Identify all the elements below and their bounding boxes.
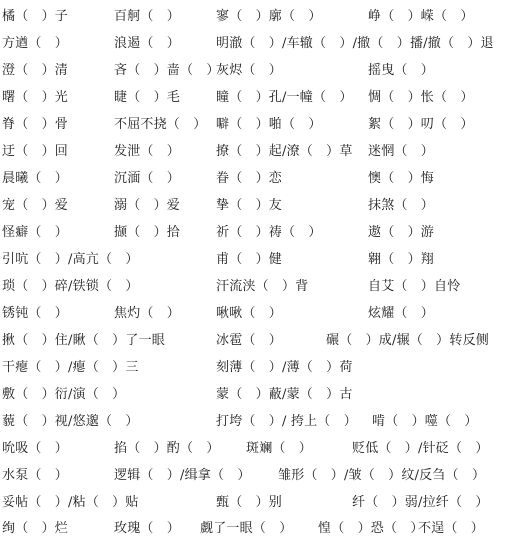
worksheet-row [0,58,507,84]
vocab-item: 不屈不挠（ ） [114,117,207,132]
worksheet-row [0,328,507,354]
vocab-item: 啃（ ）噬（ ） [372,414,478,429]
vocab-item: 敷（ ）衍/演（ ） [2,387,126,402]
vocab-item: 吮吸（ ） [2,441,69,456]
vocab-item: 雏形（ ）/皱（ ）纹/反刍（ ） [278,468,486,483]
vocab-item: 水泵（ ） [2,468,69,483]
vocab-item: 掐（ ）酌（ ） [114,441,220,456]
vocab-item: 宠（ ）爱 [2,198,69,213]
worksheet-row [0,355,507,381]
vocab-item: 啾啾（ ） [216,306,283,321]
worksheet-row [0,31,507,57]
vocab-item: 逻辑（ ）/缉拿（ ） [114,468,251,483]
vocab-item: 藐（ ）视/悠邈（ ） [2,414,139,429]
vocab-item: 蒙（ ）蔽/蒙（ ）古 [216,387,353,402]
vocab-item: 摇曳（ ） [368,63,435,78]
worksheet-row [0,516,507,542]
worksheet-row [0,139,507,165]
vocab-item: 揪（ ）住/瞅（ ）了一眼 [2,333,165,348]
vocab-item: 澄（ ）清 [2,63,69,78]
worksheet-row [0,85,507,111]
vocab-item: 焦灼（ ） [114,306,181,321]
worksheet-row [0,193,507,219]
vocab-item: 玫瑰（ ） [114,521,181,536]
worksheet-row [0,409,507,435]
vocab-item: 觑了一眼（ ） [200,521,293,536]
vocab-item: 吝（ ）啬（ ） [114,63,220,78]
vocab-item: 汗流浃（ ）背 [216,279,309,294]
vocab-item: 碾（ ）成/辗（ ）转反侧 [326,333,489,348]
vocab-item: 橘（ ）子 [2,9,69,24]
vocab-item: 方遒（ ） [2,36,69,51]
vocab-item: 纤（ ）弱/拉纤（ ） [352,495,489,510]
vocab-item: 发泄（ ） [114,144,181,159]
vocab-item: 明澈（ ）/车辙（ ）/撤（ ）播/撤（ ）退 [216,36,494,51]
worksheet-row [0,4,507,30]
worksheet-row [0,220,507,246]
vocab-item: 百舸（ ） [114,9,181,24]
vocab-item: 炫耀（ ） [368,306,435,321]
vocab-item: 溺（ ）爱 [114,198,181,213]
vocab-item: 不逞（ ） [418,521,485,536]
vocab-item: 怪癖（ ） [2,225,69,240]
vocab-item: 冰雹（ ） [216,333,283,348]
vocab-item: 引吭（ ）/高亢（ ） [2,252,139,267]
vocab-item: 打垮（ ）/ 挎上（ ） [216,414,357,429]
vocab-item: 迷惘（ ） [368,144,435,159]
vocab-item: 噼（ ）啪（ ） [216,117,322,132]
vocab-item: 晨曦（ ） [2,171,69,186]
vocab-item: 妥帖（ ）/粘（ ）贴 [2,495,139,510]
vocab-item: 惶（ ）恐（ ） [318,521,424,536]
vocab-item: 甫（ ）健 [216,252,283,267]
vocab-item: 浪遏（ ） [114,36,181,51]
vocab-item: 抹煞（ ） [368,198,435,213]
worksheet-row [0,382,507,408]
vocab-item: 瞳（ ）孔/一幢（ ） [216,90,353,105]
vocab-item: 翱（ ）翔 [368,252,435,267]
vocab-item: 琐（ ）碎/铁锁（ ） [2,279,139,294]
vocab-item: 贬低（ ）/针砭（ ） [352,441,489,456]
worksheet-row [0,301,507,327]
worksheet-row [0,274,507,300]
vocab-item: 脊（ ）骨 [2,117,69,132]
vocab-item: 惆（ ）怅（ ） [368,90,474,105]
vocab-item: 斑斓（ ） [246,441,313,456]
vocab-item: 挚（ ）友 [216,198,283,213]
vocab-item: 刻薄（ ）/薄（ ）荷 [216,360,353,375]
vocab-item: 懊（ ）悔 [368,171,435,186]
worksheet-row [0,112,507,138]
vocab-item: 曙（ ）光 [2,90,69,105]
vocab-item: 干瘪（ ）/瘪（ ）三 [2,360,139,375]
vocab-item: 撷（ ）拾 [114,225,181,240]
vocab-item: 祈（ ）祷（ ） [216,225,322,240]
vocab-item: 锈钝（ ） [2,306,69,321]
vocab-item: 沉湎（ ） [114,171,181,186]
worksheet-row [0,463,507,489]
vocab-item: 灰烬（ ） [216,63,283,78]
worksheet-row [0,166,507,192]
vocab-item: 自艾（ ）自怜 [368,279,461,294]
worksheet-row [0,490,507,516]
vocab-item: 寥（ ）廓（ ） [216,9,322,24]
vocab-item: 甄（ ）别 [216,495,283,510]
vocab-item: 迂（ ）回 [2,144,69,159]
worksheet-row [0,247,507,273]
vocab-item: 眷（ ）恋 [216,171,283,186]
vocab-item: 絮（ ）叨（ ） [368,117,474,132]
vocab-item: 撩（ ）起/潦（ ）草 [216,144,353,159]
vocab-item: 睫（ ）毛 [114,90,181,105]
vocab-item: 遨（ ）游 [368,225,435,240]
worksheet-row [0,436,507,462]
vocab-item: 峥（ ）嵘（ ） [368,9,474,24]
vocab-item: 绚（ ）烂 [2,521,69,536]
